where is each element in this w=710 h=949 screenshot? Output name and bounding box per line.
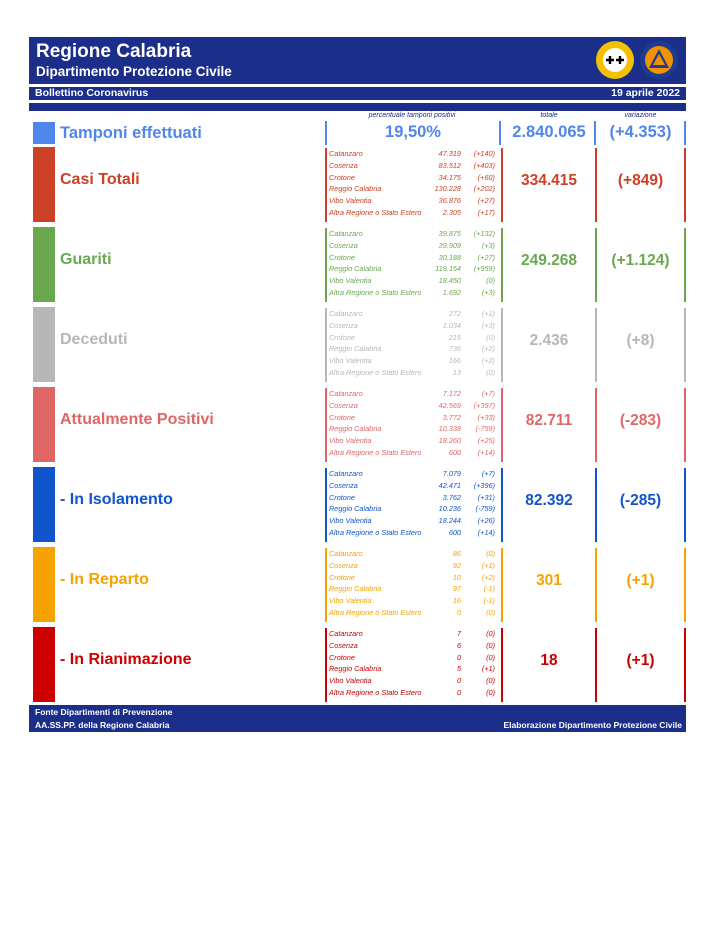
province-value: 92 [452,560,461,570]
province-row [327,207,501,219]
province-change: (0) [486,607,495,617]
province-value: 39.875 [438,229,461,238]
province-change: (0) [486,276,495,286]
section-label: - In Reparto [60,571,149,588]
province-row [327,263,501,275]
province-name: Crotone [329,652,355,662]
province-value: 1.034 [442,320,461,330]
province-row [327,435,501,447]
section-total: 82.392 [525,492,573,509]
section-row [29,225,686,305]
province-name: Altra Regione o Stato Estero [329,367,422,377]
province-value: 18.244 [438,516,461,526]
province-change: (-759) [475,424,495,434]
province-row [327,240,501,252]
province-change: (+2) [481,356,495,366]
province-row [327,228,501,240]
province-name: Vibo Valentia [329,436,372,446]
section-row [29,305,686,385]
tamponi-total: 2.840.065 [512,123,586,141]
section-color-bar [33,467,55,542]
province-row [327,663,501,675]
col-header-total: totale [540,112,558,119]
province-change: (+14) [477,447,495,457]
column-headers [29,111,686,121]
section-row [29,545,686,625]
province-value: 272 [448,309,461,318]
department-subtitle: Dipartimento Protezione Civile [36,64,232,79]
province-value: 1.692 [442,287,461,297]
province-change: (0) [486,629,495,638]
province-name: Reggio Calabria [329,504,382,514]
section-label: Attualmente Positivi [60,411,214,428]
section-label: Guariti [60,251,112,268]
tamponi-divider [499,121,501,145]
province-value: 34.175 [438,172,461,182]
province-row [327,560,501,572]
province-change: (+17) [477,207,495,217]
footer-elaboration: Elaborazione Dipartimento Protezione Civile [503,720,682,730]
province-change: (+1) [481,309,495,318]
tamponi-row [29,121,686,145]
province-value: 13 [452,367,461,377]
province-list [325,148,503,222]
bulletin-sheet [29,37,686,732]
province-name: Crotone [329,172,355,182]
section-change: (+1.124) [611,252,670,269]
province-value: 119.154 [435,264,461,274]
header-banner [29,37,686,84]
province-value: 7 [456,629,461,638]
province-row [327,332,501,344]
section-label: - In Rianimazione [60,651,192,668]
province-change: (+3) [481,320,495,330]
province-change: (+140) [473,149,495,158]
province-row [327,492,501,504]
section-color-bar [33,387,55,462]
province-row [327,548,501,560]
province-name: Cosenza [329,160,358,170]
province-name: Altra Regione o Stato Estero [329,687,422,697]
province-value: 18.260 [438,436,461,446]
province-value: 0 [456,652,461,662]
province-name: Altra Regione o Stato Estero [329,207,422,217]
province-row [327,308,501,320]
province-change: (+959) [473,264,495,274]
bulletin-date: 19 aprile 2022 [611,87,680,99]
section-color-bar [33,147,55,222]
province-change: (+1) [481,664,495,674]
province-change: (+1) [481,560,495,570]
province-value: 3.772 [442,412,461,422]
province-name: Vibo Valentia [329,596,372,606]
province-value: 39.909 [438,240,461,250]
province-change: (+25) [477,436,495,446]
province-name: Altra Regione o Stato Estero [329,447,422,457]
province-name: Reggio Calabria [329,264,382,274]
province-list [325,468,503,542]
province-change: (+7) [481,469,495,478]
province-name: Vibo Valentia [329,196,372,206]
section-change: (+849) [617,172,664,189]
section-color-bar [33,627,55,702]
province-value: 0 [456,607,461,617]
province-list [325,308,503,382]
province-row [327,195,501,207]
bulletin-name: Bollettino Coronavirus [35,87,149,99]
tamponi-label: Tamponi effettuati [60,124,202,142]
province-change: (0) [486,676,495,686]
section-divider [684,628,686,702]
col-header-positive-pct: percentuale tamponi positivi [368,112,456,119]
section-color-bar [33,227,55,302]
section-total: 2.436 [529,332,569,349]
section-label: - In Isolamento [60,491,173,508]
section-color-bar [33,307,55,382]
province-change: (+60) [477,172,495,182]
province-row [327,447,501,459]
province-row [327,503,501,515]
section-divider [684,148,686,222]
province-change: (+132) [473,229,495,238]
province-change: (+2) [481,572,495,582]
footer-source-line1: Fonte Dipartimenti di Prevenzione [35,707,173,717]
province-name: Cosenza [329,320,358,330]
province-row [327,468,501,480]
province-name: Cosenza [329,560,358,570]
section-total: 301 [536,572,562,589]
section-change: (+1) [626,572,655,589]
province-change: (+26) [477,516,495,526]
section-divider [684,228,686,302]
section-label: Deceduti [60,331,128,348]
province-name: Catanzaro [329,389,363,398]
province-row [327,640,501,652]
province-name: Catanzaro [329,469,363,478]
section-row [29,465,686,545]
section-row [29,385,686,465]
section-total: 18 [540,652,558,669]
province-change: (+14) [477,527,495,537]
province-name: Crotone [329,492,355,502]
province-value: 5 [456,664,461,674]
province-row [327,343,501,355]
province-row [327,652,501,664]
province-change: (-1) [483,584,495,594]
province-change: (+396) [473,480,495,490]
province-change: (0) [486,332,495,342]
province-value: 47.319 [438,149,461,158]
province-change: (0) [486,652,495,662]
footer-banner [29,705,686,732]
province-row [327,388,501,400]
province-name: Vibo Valentia [329,356,372,366]
section-divider [684,308,686,382]
province-row [327,252,501,264]
section-total: 249.268 [520,252,578,269]
province-value: 36.876 [438,196,461,206]
province-value: 736 [448,344,461,354]
footer-source-line2: AA.SS.PP. della Regione Calabria [35,720,170,730]
province-row [327,572,501,584]
province-name: Catanzaro [329,309,363,318]
province-value: 10 [452,572,461,582]
province-value: 83.512 [438,160,461,170]
province-name: Crotone [329,332,355,342]
section-change: (-285) [619,492,662,509]
province-value: 130.228 [434,184,461,194]
province-list [325,548,503,622]
province-name: Vibo Valentia [329,676,372,686]
province-change: (+31) [477,492,495,502]
province-row [327,628,501,640]
province-value: 0 [456,687,461,697]
province-value: 18.450 [438,276,461,286]
province-value: 166 [448,356,461,366]
province-row [327,412,501,424]
province-name: Reggio Calabria [329,664,382,674]
civil-protection-logo [640,41,678,79]
province-name: Altra Regione o Stato Estero [329,287,422,297]
bulletin-bar [29,87,686,100]
province-name: Catanzaro [329,149,363,158]
province-name: Vibo Valentia [329,276,372,286]
section-color-bar [33,547,55,622]
province-value: 600 [448,447,461,457]
province-name: Catanzaro [329,549,363,558]
province-value: 0 [456,676,461,686]
section-row [29,625,686,705]
header-rule [29,103,686,111]
section-row [29,145,686,225]
tamponi-divider [684,121,686,145]
region-title: Regione Calabria [36,41,192,62]
province-name: Vibo Valentia [329,516,372,526]
province-change: (+33) [477,412,495,422]
province-row [327,275,501,287]
tamponi-color-square [33,122,55,144]
province-row [327,687,501,699]
province-list [325,228,503,302]
tamponi-change: (+4.353) [609,123,672,141]
province-value: 3.762 [442,492,461,502]
province-name: Crotone [329,252,355,262]
province-change: (+2) [481,344,495,354]
tamponi-positive-pct: 19,50% [385,123,441,141]
province-name: Reggio Calabria [329,184,382,194]
section-label: Casi Totali [60,171,140,188]
province-row [327,400,501,412]
province-row [327,607,501,619]
province-row [327,320,501,332]
province-change: (0) [486,640,495,650]
province-change: (+397) [473,400,495,410]
province-row [327,160,501,172]
section-change: (+8) [626,332,655,349]
section-divider [684,388,686,462]
province-change: (+27) [477,252,495,262]
province-value: 97 [452,584,461,594]
province-change: (-1) [483,596,495,606]
province-row [327,583,501,595]
province-row [327,172,501,184]
province-name: Catanzaro [329,629,363,638]
province-row [327,367,501,379]
province-value: 42.471 [438,480,461,490]
province-change: (+7) [481,389,495,398]
province-change: (0) [486,549,495,558]
province-value: 6 [456,640,461,650]
province-change: (0) [486,367,495,377]
province-value: 215 [448,332,461,342]
province-row [327,423,501,435]
province-change: (+403) [473,160,495,170]
province-name: Cosenza [329,400,358,410]
province-row [327,515,501,527]
province-row [327,480,501,492]
province-value: 10.338 [438,424,461,434]
province-value: 86 [452,549,461,558]
province-value: 42.569 [438,400,461,410]
province-name: Cosenza [329,640,358,650]
province-value: 2.305 [442,207,461,217]
province-row [327,287,501,299]
province-value: 600 [448,527,461,537]
province-name: Reggio Calabria [329,344,382,354]
province-name: Cosenza [329,480,358,490]
province-list [325,388,503,462]
section-change: (-283) [619,412,662,429]
province-value: 7.079 [442,469,461,478]
province-change: (+3) [481,240,495,250]
province-name: Catanzaro [329,229,363,238]
province-value: 7.172 [442,389,461,398]
province-row [327,595,501,607]
province-row [327,148,501,160]
province-name: Altra Regione o Stato Estero [329,527,422,537]
province-name: Altra Regione o Stato Estero [329,607,422,617]
section-divider [684,548,686,622]
province-change: (+3) [481,287,495,297]
section-total: 82.711 [525,412,573,429]
province-row [327,355,501,367]
province-name: Reggio Calabria [329,424,382,434]
province-value: 16 [452,596,461,606]
province-row [327,675,501,687]
region-crest-logo [596,41,634,79]
province-change: (+202) [473,184,495,194]
section-divider [684,468,686,542]
province-name: Crotone [329,572,355,582]
province-name: Cosenza [329,240,358,250]
province-name: Reggio Calabria [329,584,382,594]
province-change: (-759) [475,504,495,514]
province-row [327,527,501,539]
sections-container [29,145,686,705]
section-change: (+1) [626,652,655,669]
province-row [327,183,501,195]
province-list [325,628,503,702]
province-change: (0) [486,687,495,697]
col-header-change: variazione [624,112,657,119]
province-value: 10.236 [438,504,461,514]
province-value: 30.188 [438,252,461,262]
province-name: Crotone [329,412,355,422]
section-total: 334.415 [520,172,578,189]
province-change: (+27) [477,196,495,206]
